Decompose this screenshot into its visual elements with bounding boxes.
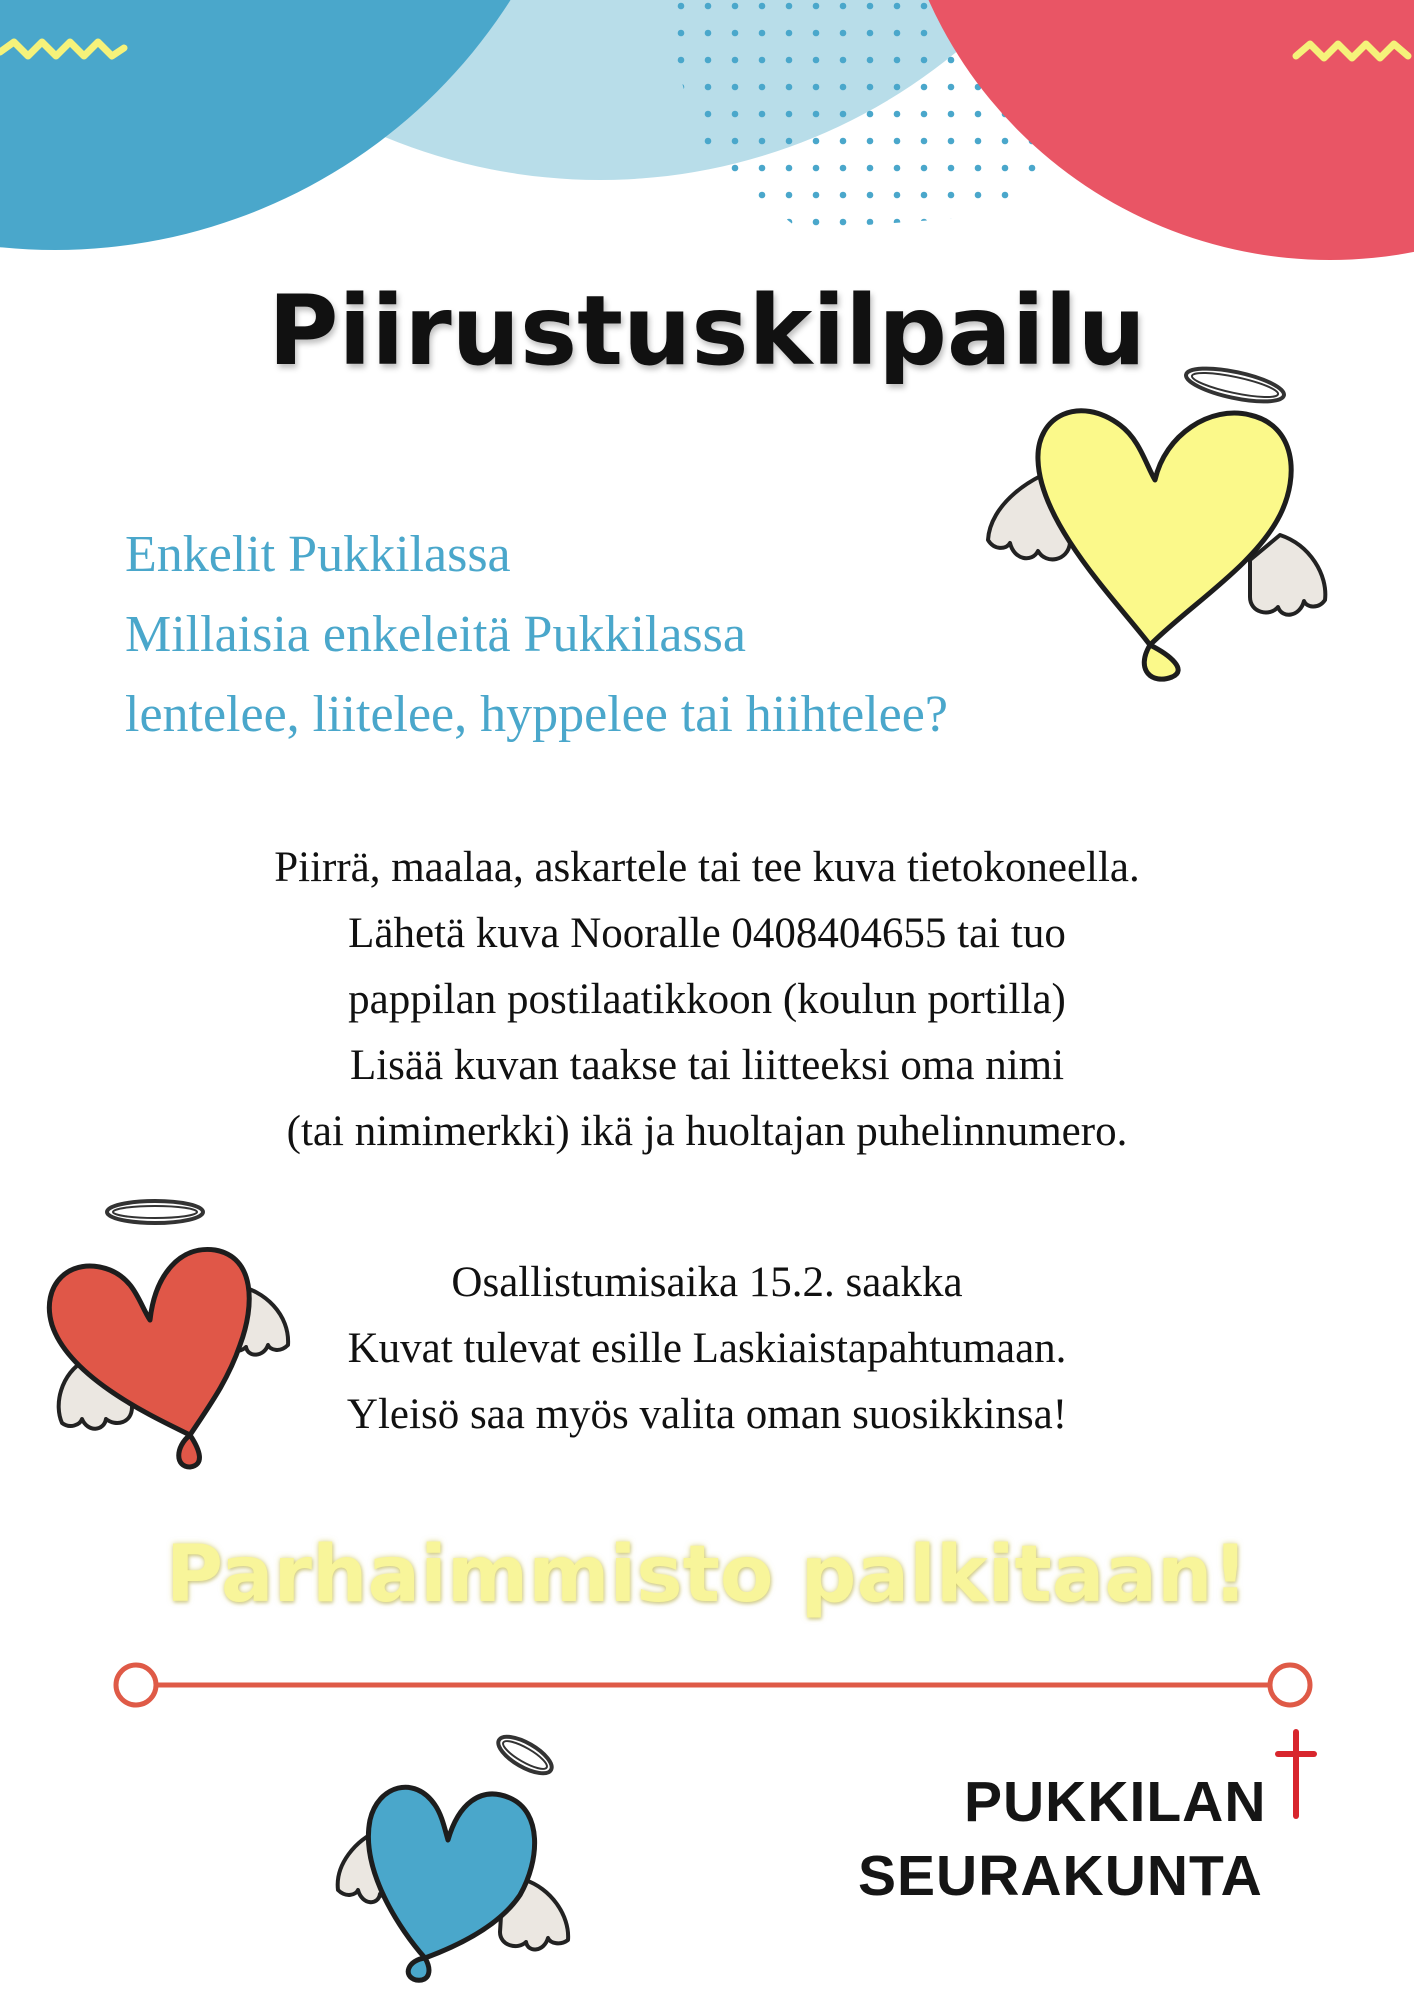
winged-yellow-heart-icon (980, 355, 1340, 685)
subtitle-line: lentelee, liitelee, hyppelee tai hiihtelee? (125, 686, 948, 743)
prize-text: Parhaimmisto palkitaan! (165, 1530, 1249, 1620)
detail-line: Kuvat tulevat esille Laskiaistapahtumaan. (347, 1325, 1067, 1372)
subtitle-line: Millaisia enkeleitä Pukkilassa (125, 606, 746, 663)
logo-line-1: PUKKILAN (964, 1770, 1267, 1834)
subtitle-block (125, 515, 1125, 755)
winged-red-heart-icon (40, 1195, 300, 1470)
instruction-line: pappilan postilaatikkoon (koulun portilla) (348, 976, 1066, 1023)
instruction-line: Lisää kuvan taakse tai liitteeksi oma nimi (349, 1042, 1065, 1089)
detail-line: Osallistumisaika 15.2. saakka (451, 1259, 963, 1306)
church-logo (858, 1765, 1288, 1913)
poster-title: Piirustuskilpailu (268, 275, 1146, 387)
header-decoration (0, 0, 1414, 260)
subtitle-line: Enkelit Pukkilassa (125, 526, 511, 583)
instruction-line: Lähetä kuva Nooralle 0408404655 tai tuo (348, 910, 1066, 957)
instruction-line: Piirrä, maalaa, askartele tai tee kuva tietokoneella. (274, 844, 1140, 891)
logo-line-2: SEURAKUNTA (858, 1844, 1263, 1908)
detail-line: Yleisö saa myös valita oman suosikkinsa! (346, 1391, 1068, 1438)
winged-blue-heart-icon (330, 1730, 580, 1985)
instructions-block (0, 835, 1414, 1165)
divider-line (0, 1660, 1414, 1710)
cross-icon (1268, 1728, 1324, 1820)
instruction-line: (tai nimimerkki) ikä ja huoltajan puhelinnumero. (286, 1108, 1128, 1155)
